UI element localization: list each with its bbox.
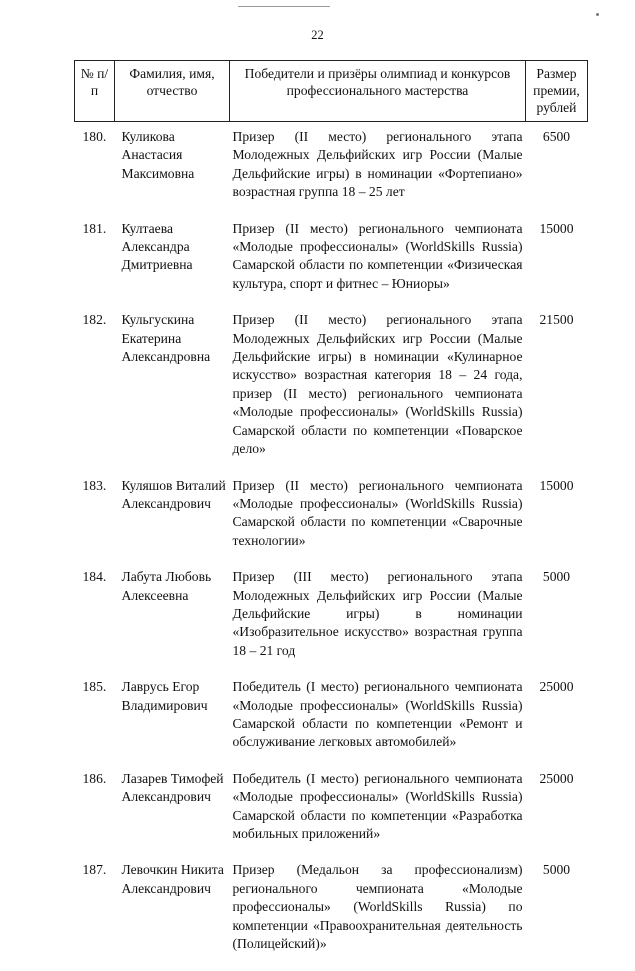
row-desc: Победитель (I место) регионального чемпионата «Молодые профессионалы» (WorldSkills Russia) Самарской области по компетенции «Ремонт и обслуживание легковых автомобилей»: [232, 679, 523, 750]
table-row: [75, 311, 588, 476]
row-name: Лазарев Тимофей Александрович: [121, 770, 224, 805]
page-number: 22: [311, 28, 324, 42]
row-name: Куликова Анастасия Максимовна: [121, 129, 195, 181]
header-num: № п/п: [75, 61, 115, 122]
table-header-row: [75, 61, 588, 122]
row-num: 180.: [82, 129, 107, 144]
row-amount: 25000: [539, 770, 574, 786]
top-divider: [238, 6, 330, 7]
row-name: Лабута Любовь Алексеевна: [121, 569, 212, 603]
row-desc: Призер (II место) регионального чемпионата «Молодые профессионалы» (WorldSkills Russia) Самарской области по компетенции «Сварочные технологии»: [232, 477, 523, 548]
row-num: 186.: [82, 770, 107, 786]
row-amount: 5000: [542, 569, 571, 585]
header-amount: Размер премии, рублей: [526, 61, 588, 122]
row-num: 185.: [82, 679, 107, 695]
header-name: Фамилия, имя, отчество: [115, 61, 230, 122]
row-amount: 25000: [539, 679, 574, 695]
table-row: [75, 220, 588, 312]
row-amount: 21500: [539, 312, 574, 328]
awards-table: [74, 60, 588, 971]
row-amount: 15000: [539, 220, 574, 236]
scan-mark: [596, 13, 599, 16]
row-desc: Призер (II место) регионального чемпионата «Молодые профессионалы» (WorldSkills Russia) Самарской области по компетенции «Физическая культура, спорт и фитнес – Юниоры»: [232, 220, 523, 291]
row-desc: Призер (Медальон за профессионализм) регионального чемпионата «Молодые профессионалы» (WorldSkills Russia) по компетенции «Правоохранительная деятельность (Полицейский)»: [232, 862, 523, 952]
row-name: Лаврусь Егор Владимирович: [121, 679, 208, 713]
table-row: [75, 568, 588, 678]
row-desc: Призер (II место) регионального этапа Молодежных Дельфийских игр России (Малые Дельфийские игры) в номинации «Кулинарное искусство» возрастная категория 18 – 24 года, призер (II место) регионального чемпионата «Молодые профессионалы» (WorldSkills Russia) Самарской области по компетенции «Поварское дело»: [232, 312, 523, 457]
row-num: 187.: [82, 862, 107, 878]
row-amount: 15000: [539, 477, 574, 493]
row-desc: Призер (II место) регионального этапа Молодежных Дельфийских игр России (Малые Дельфийские игры) в номинации «Фортепиано» возрастная группа 18 – 25 лет: [232, 129, 523, 200]
table-row: [75, 477, 588, 569]
header-desc: Победители и призёры олимпиад и конкурсов профессионального мастерства: [230, 61, 526, 122]
row-desc: Призер (III место) регионального этапа Молодежных Дельфийских игр России (Малые Дельфийские игры) в номинации «Изобразительное искусство» возрастная группа 18 – 21 год: [232, 569, 523, 658]
row-desc: Победитель (I место) регионального чемпионата «Молодые профессионалы» (WorldSkills Russia) Самарской области по компетенции «Разработка мобильных приложений»: [232, 770, 523, 841]
row-name: Куляшов Виталий Александрович: [121, 477, 226, 511]
table-row: [75, 861, 588, 971]
row-amount: 5000: [542, 862, 571, 878]
row-num: 181.: [82, 220, 107, 236]
row-num: 184.: [82, 569, 107, 585]
table-row: [75, 122, 588, 220]
row-name: Кульгускина Екатерина Александровна: [121, 312, 211, 365]
row-num: 183.: [82, 477, 107, 493]
row-name: Култаева Александра Дмитриевна: [121, 220, 193, 273]
row-name: Левочкин Никита Александрович: [121, 862, 224, 896]
row-amount: 6500: [542, 129, 571, 144]
table-row: [75, 678, 588, 770]
table-row: [75, 770, 588, 862]
row-num: 182.: [82, 312, 107, 328]
